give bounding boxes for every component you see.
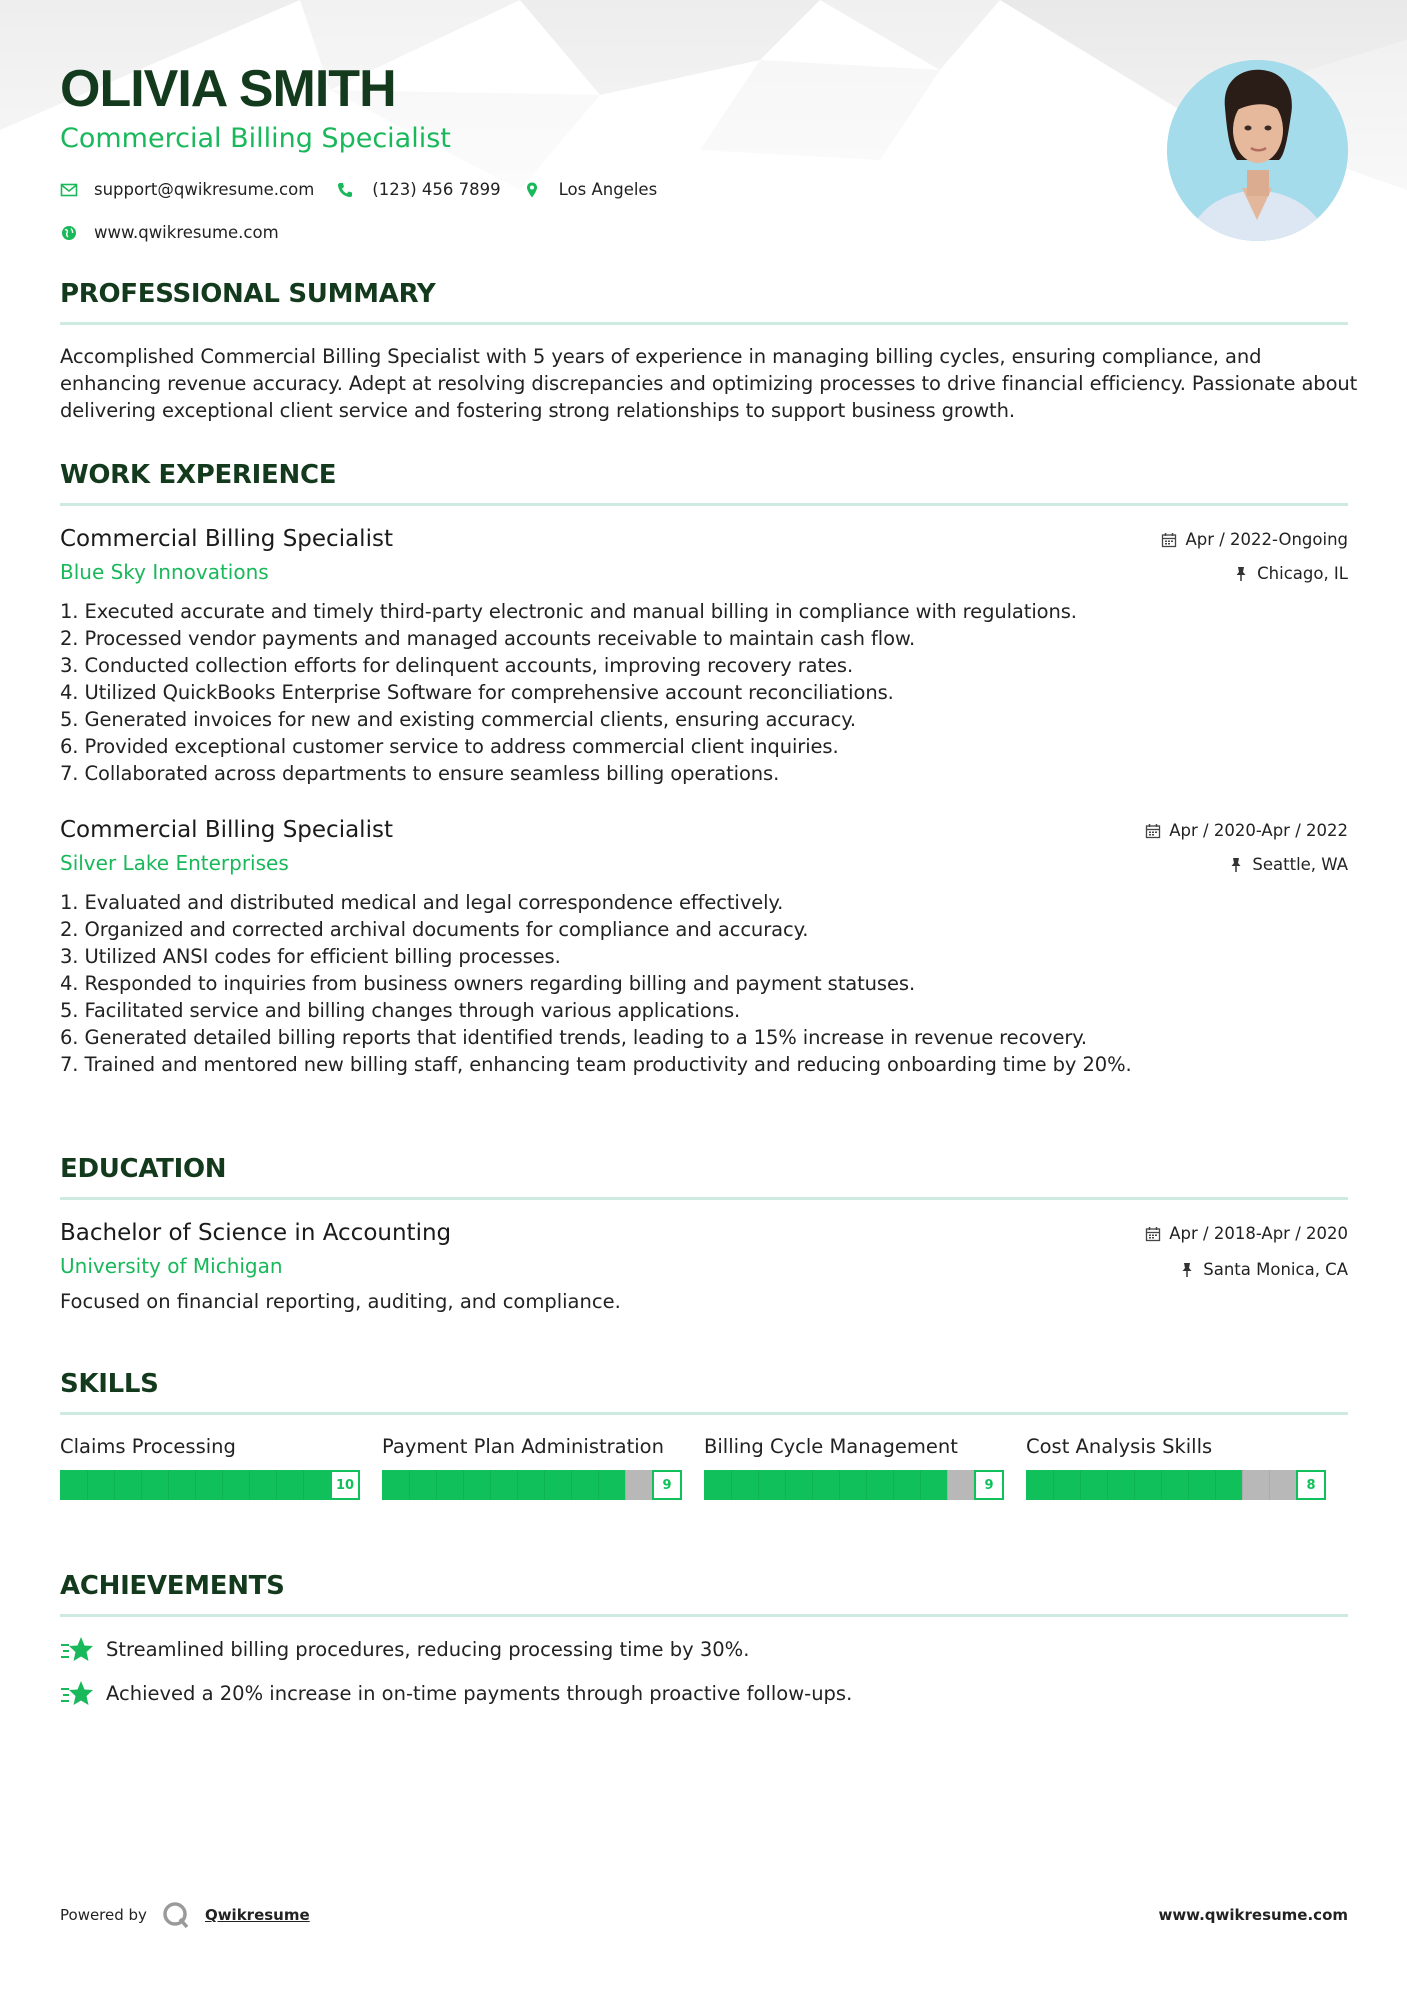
job-entry <box>60 815 1348 1078</box>
skill-bar-segment <box>1188 1470 1189 1500</box>
skill-name: Billing Cycle Management <box>704 1435 958 1458</box>
skill-bar-segment <box>920 1470 921 1500</box>
list-item: 5. Facilitated service and billing changes through various applications. <box>60 999 741 1022</box>
job-date-text: Apr / 2022-Ongoing <box>1185 530 1348 549</box>
list-item: 3. Conducted collection efforts for delinquent accounts, improving recovery rates. <box>60 654 854 677</box>
skill-bar-segment <box>249 1470 250 1500</box>
skill-level-bar <box>382 1470 682 1500</box>
profile-photo <box>1167 60 1348 241</box>
skill-bar-segment <box>303 1470 304 1500</box>
list-item <box>60 1635 1348 1665</box>
education-location-text: Santa Monica, CA <box>1203 1260 1348 1279</box>
summary-section <box>60 278 1358 424</box>
list-item: 6. Provided exceptional customer service to address commercial client inquiries. <box>60 735 839 758</box>
section-divider <box>60 503 1348 506</box>
skill-bar-segment <box>893 1470 894 1500</box>
globe-icon <box>60 224 78 242</box>
candidate-name: OLIVIA SMITH <box>60 60 396 118</box>
job-title: Commercial Billing Specialist <box>60 817 393 843</box>
list-item: 3. Utilized ANSI codes for efficient billing processes. <box>60 945 561 968</box>
job-date-text: Apr / 2020-Apr / 2022 <box>1169 821 1348 840</box>
summary-heading: PROFESSIONAL SUMMARY <box>60 279 436 309</box>
school-name: University of Michigan <box>60 1254 283 1278</box>
list-item <box>60 1679 1348 1709</box>
job-company: Silver Lake Enterprises <box>60 851 289 875</box>
education-description: Focused on financial reporting, auditing, and compliance. <box>60 1290 621 1313</box>
skill-bar-segment <box>195 1470 196 1500</box>
skill-bar-segment <box>276 1470 277 1500</box>
experience-section <box>60 459 1348 1078</box>
education-section <box>60 1153 1348 1315</box>
brand-link[interactable]: Qwikresume <box>204 1906 310 1924</box>
list-item: 1. Evaluated and distributed medical and legal correspondence effectively. <box>60 891 784 914</box>
list-item: 2. Processed vendor payments and managed accounts receivable to maintain cash flow. <box>60 627 916 650</box>
skill-level-bar <box>60 1470 360 1500</box>
achievements-heading: ACHIEVEMENTS <box>60 1571 285 1601</box>
candidate-role: Commercial Billing Specialist <box>60 123 451 154</box>
education-date-text: Apr / 2018-Apr / 2020 <box>1169 1224 1348 1243</box>
achievements-list <box>60 1635 1348 1709</box>
skills-heading: SKILLS <box>60 1369 159 1399</box>
page-footer <box>60 1900 1348 1930</box>
skill-bar-segment <box>490 1470 491 1500</box>
job-location <box>1228 855 1348 874</box>
list-item: 1. Executed accurate and timely third-party electronic and manual billing in compliance with regulations. <box>60 600 1077 623</box>
experience-heading: WORK EXPERIENCE <box>60 460 337 490</box>
education-heading: EDUCATION <box>60 1154 227 1184</box>
skill-item <box>382 1433 704 1500</box>
powered-by-label: Powered by <box>60 1906 147 1924</box>
skill-bar-fill <box>60 1470 360 1500</box>
skill-bar-fill <box>704 1470 947 1500</box>
section-divider <box>60 1197 1348 1200</box>
calendar-icon <box>1145 1226 1161 1242</box>
list-item: 5. Generated invoices for new and existing commercial clients, ensuring accuracy. <box>60 708 856 731</box>
education-location <box>1179 1260 1348 1279</box>
section-divider <box>60 1614 1348 1617</box>
list-item: 2. Organized and corrected archival documents for compliance and accuracy. <box>60 918 809 941</box>
job-company: Blue Sky Innovations <box>60 560 269 584</box>
skill-item <box>60 1433 382 1500</box>
contact-row <box>60 180 679 199</box>
skill-score: 9 <box>974 1470 1004 1500</box>
skill-item <box>704 1433 1026 1500</box>
pushpin-icon <box>1233 566 1249 582</box>
skill-bar-segment <box>1134 1470 1135 1500</box>
skill-name: Claims Processing <box>60 1435 236 1458</box>
skill-bar-segment <box>839 1470 840 1500</box>
job-bullets <box>60 598 1348 787</box>
section-divider <box>60 1412 1348 1415</box>
contact-location <box>523 180 658 199</box>
skill-bar-segment <box>409 1470 410 1500</box>
contact-email[interactable] <box>60 180 314 199</box>
job-date <box>1161 530 1348 549</box>
skill-bar-segment <box>141 1470 142 1500</box>
list-item: 4. Utilized QuickBooks Enterprise Software for comprehensive account reconciliations. <box>60 681 894 704</box>
skill-bar-segment <box>1269 1470 1270 1500</box>
skill-bar-segment <box>463 1470 464 1500</box>
job-location-text: Seattle, WA <box>1252 855 1348 874</box>
skill-bar-fill <box>382 1470 625 1500</box>
education-date <box>1145 1224 1348 1243</box>
skill-bar-segment <box>625 1470 626 1500</box>
skill-bar-segment <box>436 1470 437 1500</box>
achievements-section <box>60 1570 1348 1723</box>
achievement-text: Achieved a 20% increase in on-time payments through proactive follow-ups. <box>106 1682 853 1705</box>
skill-score: 10 <box>330 1470 360 1500</box>
skill-bar-segment <box>598 1470 599 1500</box>
phone-text: (123) 456 7899 <box>372 180 501 199</box>
email-text: support@qwikresume.com <box>94 180 315 199</box>
job-bullets <box>60 889 1348 1078</box>
pushpin-icon <box>1179 1262 1195 1278</box>
skill-bar-segment <box>114 1470 115 1500</box>
achievement-text: Streamlined billing procedures, reducing processing time by 30%. <box>106 1638 750 1661</box>
skill-item <box>1026 1433 1348 1500</box>
skill-bar-segment <box>1161 1470 1162 1500</box>
skill-bar-segment <box>785 1470 786 1500</box>
skill-bar-segment <box>571 1470 572 1500</box>
skill-score: 8 <box>1296 1470 1326 1500</box>
skill-name: Cost Analysis Skills <box>1026 1435 1213 1458</box>
footer-url-link[interactable]: www.qwikresume.com <box>1158 1906 1348 1924</box>
location-text: Los Angeles <box>558 180 658 199</box>
skill-bar-segment <box>758 1470 759 1500</box>
calendar-icon <box>1161 532 1177 548</box>
qwikresume-logo-icon <box>161 1900 191 1930</box>
contact-website[interactable] <box>60 223 279 242</box>
skill-bar-segment <box>544 1470 545 1500</box>
job-location-text: Chicago, IL <box>1257 564 1348 583</box>
skill-bar-segment <box>1053 1470 1054 1500</box>
skill-bar-segment <box>947 1470 948 1500</box>
skills-grid <box>60 1433 1348 1500</box>
degree-title: Bachelor of Science in Accounting <box>60 1220 452 1246</box>
skill-level-bar <box>704 1470 1004 1500</box>
skill-bar-segment <box>731 1470 732 1500</box>
education-entry <box>60 1218 1348 1315</box>
skill-bar-segment <box>1080 1470 1081 1500</box>
skills-section <box>60 1368 1348 1500</box>
star-icon <box>60 1635 94 1665</box>
list-item: 7. Trained and mentored new billing staff, enhancing team productivity and reducing onboarding time by 20%. <box>60 1053 1132 1076</box>
skill-bar-segment <box>1215 1470 1216 1500</box>
skill-bar-segment <box>517 1470 518 1500</box>
job-location <box>1233 564 1348 583</box>
contact-phone[interactable] <box>336 180 500 199</box>
pushpin-icon <box>1228 857 1244 873</box>
skill-bar-segment <box>812 1470 813 1500</box>
skill-name: Payment Plan Administration <box>382 1435 664 1458</box>
list-item: 7. Collaborated across departments to ensure seamless billing operations. <box>60 762 780 785</box>
envelope-icon <box>60 181 78 199</box>
phone-icon <box>336 181 354 199</box>
portrait-illustration <box>1167 60 1348 241</box>
calendar-icon <box>1145 823 1161 839</box>
job-date <box>1145 821 1348 840</box>
contact-row-2 <box>60 223 679 242</box>
list-item: 6. Generated detailed billing reports that identified trends, leading to a 15% increase in revenue recovery. <box>60 1026 1088 1049</box>
skill-bar-segment <box>1107 1470 1108 1500</box>
list-item: 4. Responded to inquiries from business owners regarding billing and payment statuses. <box>60 972 916 995</box>
star-icon <box>60 1679 94 1709</box>
skill-bar-segment <box>168 1470 169 1500</box>
skill-bar-segment <box>222 1470 223 1500</box>
skill-score: 9 <box>652 1470 682 1500</box>
resume-header <box>60 60 679 242</box>
skill-bar-segment <box>866 1470 867 1500</box>
skill-bar-segment <box>87 1470 88 1500</box>
job-title: Commercial Billing Specialist <box>60 526 393 552</box>
skill-level-bar <box>1026 1470 1326 1500</box>
map-pin-icon <box>523 181 541 199</box>
website-text: www.qwikresume.com <box>94 223 279 242</box>
job-entry <box>60 524 1348 787</box>
summary-text: Accomplished Commercial Billing Specialist with 5 years of experience in managing billing cycles, ensuring compliance, and enhancing revenue accuracy. Adept at resolving discrepancies and optimizing processes to drive financial efficiency. Passionate about delivering exceptional client service and fostering strong relationships to support business growth. <box>60 345 1358 422</box>
section-divider <box>60 322 1348 325</box>
skill-bar-segment <box>1242 1470 1243 1500</box>
